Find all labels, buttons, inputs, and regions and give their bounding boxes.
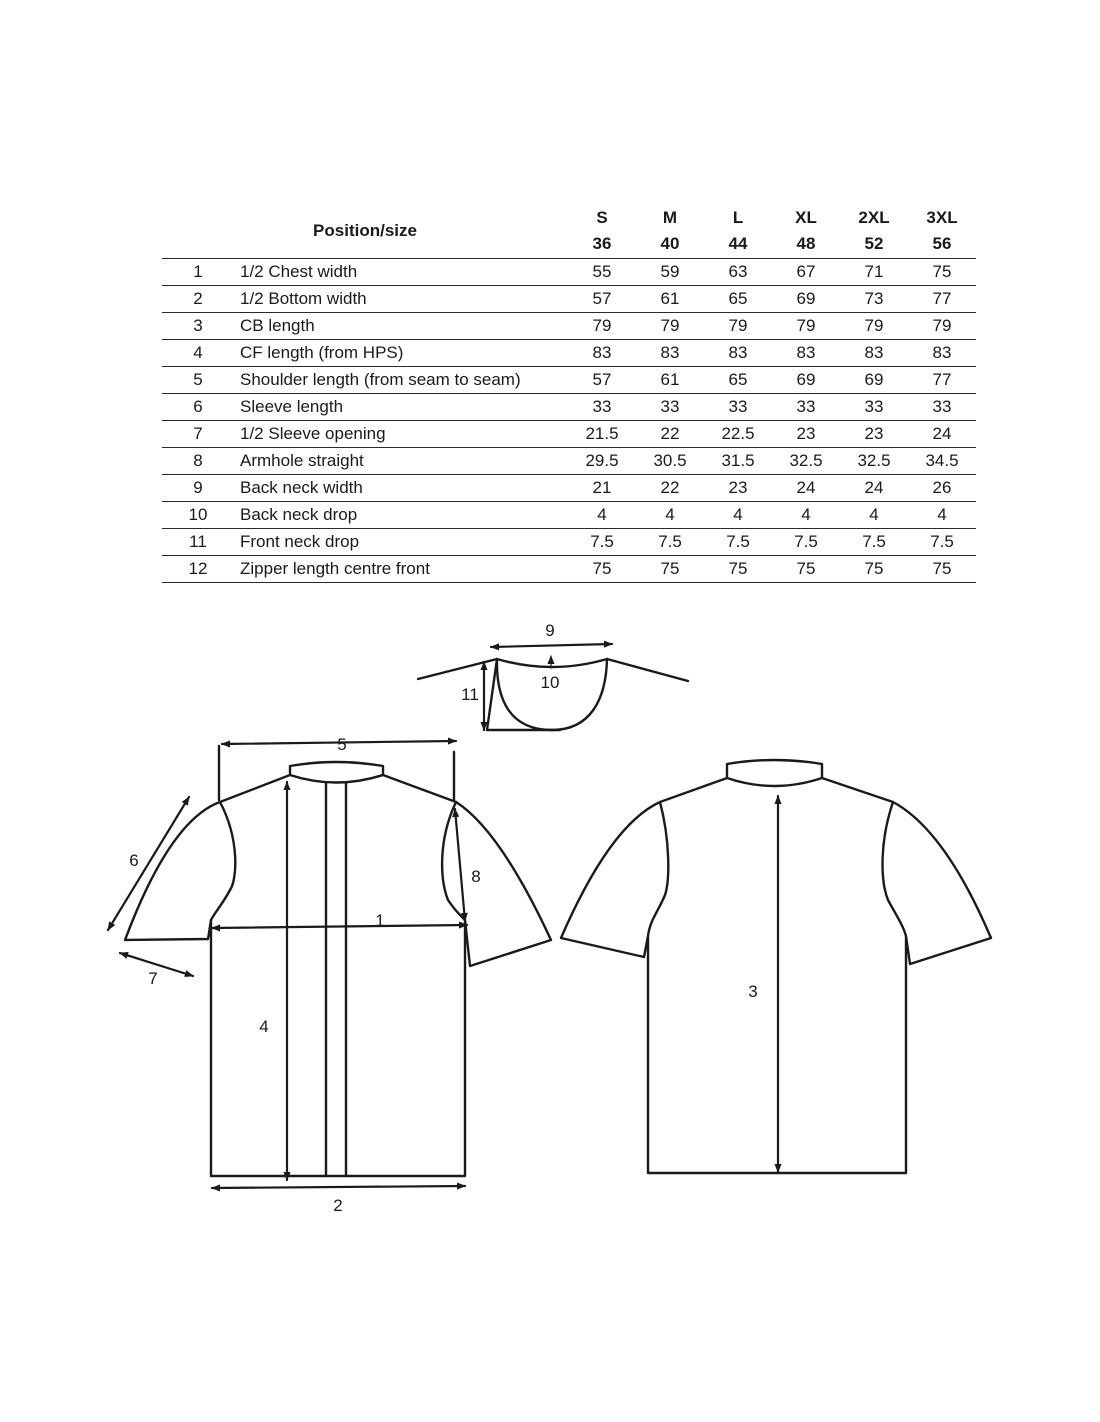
measurement-label: Back neck width: [240, 477, 363, 497]
measurement-value: 24: [864, 477, 884, 497]
measurement-value: 7.5: [930, 531, 954, 551]
callout-6: 6: [129, 851, 139, 870]
table-row: [162, 501, 976, 528]
measurement-value: 7.5: [726, 531, 750, 551]
measurement-label: 1/2 Sleeve opening: [240, 423, 386, 443]
measurement-value: 23: [864, 423, 884, 443]
position-number: 2: [193, 288, 203, 308]
callout-9: 9: [545, 621, 555, 640]
front-right-armhole-seam: [442, 802, 465, 920]
size-chart-body: [162, 258, 976, 582]
callout-1: 1: [375, 911, 385, 930]
measurement-value: 83: [660, 342, 680, 362]
size-letter: 3XL: [926, 207, 958, 227]
measurement-value: 79: [660, 315, 680, 335]
back-right-armhole-seam: [883, 802, 906, 936]
size-letter: M: [662, 207, 678, 227]
measurement-value: 4: [665, 504, 675, 524]
measurement-value: 69: [796, 369, 816, 389]
measurement-value: 77: [932, 369, 952, 389]
table-row: [162, 366, 976, 393]
measurement-label: Shoulder length (from seam to seam): [240, 369, 521, 389]
measurement-arrows: [108, 644, 778, 1188]
measurement-value: 75: [592, 558, 612, 578]
measurement-value: 61: [660, 369, 680, 389]
size-letter: XL: [795, 207, 817, 227]
measurement-value: 33: [932, 396, 952, 416]
measurement-value: 75: [728, 558, 748, 578]
callout-8: 8: [471, 867, 481, 886]
size-chart-table: [162, 204, 976, 583]
armhole-arrow: [455, 809, 465, 921]
size-letter: L: [732, 207, 744, 227]
table-row: [162, 339, 976, 366]
measurement-value: 23: [796, 423, 816, 443]
table-row: [162, 474, 976, 501]
measurement-value: 24: [796, 477, 816, 497]
measurement-value: 7.5: [590, 531, 614, 551]
garment-diagram: [0, 600, 1100, 1230]
measurement-value: 55: [592, 261, 612, 281]
measurement-value: 33: [660, 396, 680, 416]
neck-width-arrow: [491, 644, 612, 647]
measurement-value: 57: [592, 288, 612, 308]
measurement-value: 57: [592, 369, 612, 389]
measurement-value: 33: [796, 396, 816, 416]
size-number: 48: [796, 234, 816, 254]
measurement-value: 83: [864, 342, 884, 362]
measurement-value: 32.5: [857, 450, 891, 470]
measurement-value: 31.5: [721, 450, 755, 470]
measurement-value: 32.5: [789, 450, 823, 470]
measurement-value: 83: [592, 342, 612, 362]
measurement-value: 26: [932, 477, 952, 497]
size-number: 44: [728, 234, 748, 254]
back-left-armhole-seam: [648, 802, 668, 936]
measurement-label: Front neck drop: [240, 531, 360, 551]
back-collar-seam: [727, 778, 822, 786]
position-number: 8: [193, 450, 203, 470]
measurement-value: 79: [932, 315, 952, 335]
size-number: 56: [932, 234, 952, 254]
table-row: [162, 555, 976, 582]
measurement-value: 33: [864, 396, 884, 416]
measurement-label: 1/2 Chest width: [240, 261, 358, 281]
front-left-armhole-seam: [211, 802, 235, 920]
front-body-outline: [125, 762, 551, 1176]
position-number: 7: [193, 423, 203, 443]
callout-7: 7: [148, 969, 158, 988]
measurement-value: 22.5: [721, 423, 755, 443]
chest-arrow: [212, 925, 467, 928]
measurement-label: Back neck drop: [240, 504, 358, 524]
measurement-value: 79: [864, 315, 884, 335]
callout-labels: [129, 621, 757, 1215]
size-number: 36: [592, 234, 612, 254]
measurement-value: 71: [864, 261, 884, 281]
measurement-label: 1/2 Bottom width: [240, 288, 367, 308]
measurement-value: 79: [796, 315, 816, 335]
position-number: 4: [193, 342, 203, 362]
measurement-label: CF length (from HPS): [240, 342, 404, 362]
measurement-value: 77: [932, 288, 952, 308]
size-number: 40: [660, 234, 680, 254]
measurement-value: 4: [937, 504, 947, 524]
measurement-value: 83: [728, 342, 748, 362]
measurement-value: 33: [592, 396, 612, 416]
measurement-value: 34.5: [925, 450, 959, 470]
measurement-value: 4: [733, 504, 743, 524]
measurement-label: CB length: [240, 315, 315, 335]
measurement-value: 30.5: [653, 450, 687, 470]
measurement-value: 83: [796, 342, 816, 362]
measurement-value: 75: [660, 558, 680, 578]
measurement-value: 24: [932, 423, 952, 443]
position-number: 12: [188, 558, 208, 578]
measurement-value: 7.5: [658, 531, 682, 551]
measurement-value: 75: [932, 261, 952, 281]
position-size-heading: Position/size: [313, 220, 417, 240]
measurement-value: 22: [660, 477, 680, 497]
back-view-sketch: [561, 760, 991, 1173]
callout-10: 10: [540, 673, 560, 692]
position-number: 6: [193, 396, 203, 416]
neck-left-shoulder-line: [418, 659, 560, 730]
size-letter: 2XL: [858, 207, 890, 227]
position-number: 10: [188, 504, 208, 524]
measurement-value: 63: [728, 261, 748, 281]
measurement-value: 61: [660, 288, 680, 308]
measurement-value: 67: [796, 261, 816, 281]
measurement-value: 4: [869, 504, 879, 524]
measurement-label: Sleeve length: [240, 396, 344, 416]
measurement-value: 29.5: [585, 450, 619, 470]
measurement-value: 4: [597, 504, 607, 524]
measurement-value: 33: [728, 396, 748, 416]
callout-11: 11: [461, 685, 479, 704]
measurement-value: 75: [796, 558, 816, 578]
front-neckline: [497, 659, 607, 730]
measurement-value: 59: [660, 261, 680, 281]
measurement-value: 69: [864, 369, 884, 389]
measurement-value: 69: [796, 288, 816, 308]
measurement-value: 79: [592, 315, 612, 335]
table-row: [162, 258, 976, 285]
table-row: [162, 447, 976, 474]
table-row: [162, 420, 976, 447]
size-number: 52: [864, 234, 884, 254]
callout-5: 5: [337, 735, 347, 754]
measurement-value: 4: [801, 504, 811, 524]
measurement-value: 21.5: [585, 423, 619, 443]
measurement-label: Armhole straight: [240, 450, 364, 470]
table-row: [162, 528, 976, 555]
callout-4: 4: [259, 1017, 269, 1036]
measurement-value: 65: [728, 369, 748, 389]
sleeve-length-arrow: [108, 797, 189, 930]
table-row: [162, 393, 976, 420]
table-row: [162, 312, 976, 339]
front-view-sketch: [125, 746, 551, 1176]
measurement-value: 21: [592, 477, 612, 497]
position-number: 5: [193, 369, 203, 389]
front-collar-seam: [290, 775, 383, 783]
measurement-value: 7.5: [794, 531, 818, 551]
size-chart-header: [162, 204, 976, 258]
table-row: [162, 285, 976, 312]
bottom-arrow: [212, 1186, 465, 1188]
measurement-label: Zipper length centre front: [240, 558, 430, 578]
position-number: 11: [189, 531, 207, 551]
neck-right-shoulder-line: [607, 659, 688, 681]
position-number: 9: [193, 477, 203, 497]
measurement-value: 65: [728, 288, 748, 308]
position-number: 1: [193, 261, 203, 281]
neck-detail-sketch: [418, 659, 688, 730]
measurement-value: 83: [932, 342, 952, 362]
back-neckline: [497, 659, 607, 667]
measurement-value: 22: [660, 423, 680, 443]
measurement-value: 75: [864, 558, 884, 578]
measurement-value: 73: [864, 288, 884, 308]
back-body-outline: [561, 760, 991, 1173]
measurement-value: 23: [728, 477, 748, 497]
measurement-value: 79: [728, 315, 748, 335]
measurement-value: 75: [932, 558, 952, 578]
callout-2: 2: [333, 1196, 343, 1215]
callout-3: 3: [748, 982, 758, 1001]
position-number: 3: [193, 315, 203, 335]
measurement-value: 7.5: [862, 531, 886, 551]
size-letter: S: [596, 207, 608, 227]
